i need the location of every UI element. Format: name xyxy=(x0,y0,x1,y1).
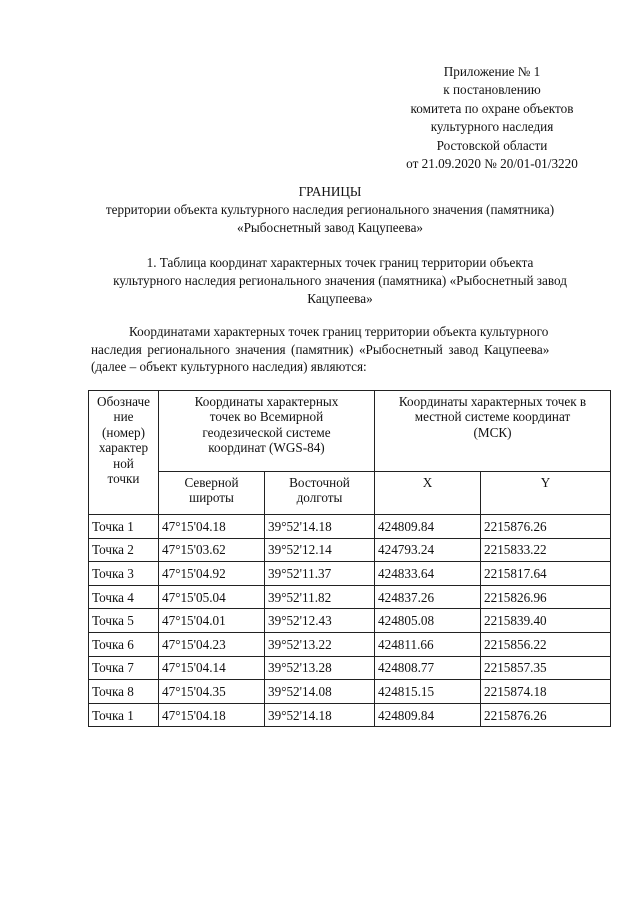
intro-line: Координатами характерных точек границ территории объекта культурного xyxy=(129,324,549,339)
y-cell: 2215874.18 xyxy=(481,680,611,704)
east-cell: 39°52'13.22 xyxy=(265,632,375,656)
table-row xyxy=(89,585,611,609)
title-line: «Рыбоснетный завод Кацупеева» xyxy=(236,220,424,236)
appendix-line: Ростовской области xyxy=(436,137,548,153)
appendix-block xyxy=(372,63,612,173)
y-cell: 2215817.64 xyxy=(481,562,611,586)
north-cell: 47°15'04.18 xyxy=(159,703,265,727)
section-line: Кацупеева» xyxy=(307,291,373,307)
x-header: X xyxy=(375,472,481,515)
table-row xyxy=(89,609,611,633)
point-cell: Точка 7 xyxy=(89,656,159,680)
intro-line: (далее – объект культурного наследия) являются: xyxy=(91,359,367,375)
point-cell: Точка 1 xyxy=(89,515,159,539)
x-cell: 424808.77 xyxy=(375,656,481,680)
coordinates-table xyxy=(88,390,611,727)
point-cell: Точка 3 xyxy=(89,562,159,586)
y-header: Y xyxy=(481,472,611,515)
point-cell: Точка 8 xyxy=(89,680,159,704)
point-cell: Точка 6 xyxy=(89,632,159,656)
intro-paragraph xyxy=(91,323,613,376)
appendix-line: к постановлению xyxy=(443,82,541,98)
point-label-header: Обозначе ние (номер) характер ной точки xyxy=(89,391,159,515)
x-cell: 424809.84 xyxy=(375,703,481,727)
wgs84-header: Координаты характерных точек во Всемирной геодезической системе координат (WGS-84) xyxy=(159,391,375,472)
section-heading xyxy=(60,254,620,309)
east-cell: 39°52'11.37 xyxy=(265,562,375,586)
x-cell: 424815.15 xyxy=(375,680,481,704)
section-line: культурного наследия регионального значения (памятника) «Рыбоснетный завод xyxy=(113,273,567,289)
point-cell: Точка 1 xyxy=(89,703,159,727)
msk-header: Координаты характерных точек в местной системе координат (МСК) xyxy=(375,391,611,472)
north-cell: 47°15'04.35 xyxy=(159,680,265,704)
table-row xyxy=(89,562,611,586)
point-cell: Точка 4 xyxy=(89,585,159,609)
table-header-row xyxy=(89,391,611,472)
table-subheader-row xyxy=(89,472,611,515)
y-cell: 2215876.26 xyxy=(481,515,611,539)
north-cell: 47°15'04.14 xyxy=(159,656,265,680)
north-cell: 47°15'04.23 xyxy=(159,632,265,656)
point-cell: Точка 5 xyxy=(89,609,159,633)
y-cell: 2215876.26 xyxy=(481,703,611,727)
y-cell: 2215826.96 xyxy=(481,585,611,609)
east-cell: 39°52'12.14 xyxy=(265,538,375,562)
x-cell: 424809.84 xyxy=(375,515,481,539)
east-cell: 39°52'11.82 xyxy=(265,585,375,609)
x-cell: 424837.26 xyxy=(375,585,481,609)
title-heading: ГРАНИЦЫ xyxy=(298,184,362,199)
title-line: территории объекта культурного наследия регионального значения (памятника) xyxy=(105,202,555,218)
north-cell: 47°15'04.92 xyxy=(159,562,265,586)
north-cell: 47°15'03.62 xyxy=(159,538,265,562)
section-line: 1. Таблица координат характерных точек границ территории объекта xyxy=(146,255,534,270)
east-cell: 39°52'12.43 xyxy=(265,609,375,633)
east-longitude-header: Восточной долготы xyxy=(265,472,375,515)
table-row xyxy=(89,515,611,539)
appendix-line: Приложение № 1 xyxy=(443,64,541,79)
north-latitude-header: Северной широты xyxy=(159,472,265,515)
north-cell: 47°15'04.18 xyxy=(159,515,265,539)
x-cell: 424833.64 xyxy=(375,562,481,586)
table-row xyxy=(89,656,611,680)
x-cell: 424811.66 xyxy=(375,632,481,656)
east-cell: 39°52'13.28 xyxy=(265,656,375,680)
north-cell: 47°15'04.01 xyxy=(159,609,265,633)
intro-line: наследия регионального значения (памятник) «Рыбоснетный завод Кацупеева» xyxy=(91,341,550,357)
east-cell: 39°52'14.08 xyxy=(265,680,375,704)
y-cell: 2215856.22 xyxy=(481,632,611,656)
y-cell: 2215839.40 xyxy=(481,609,611,633)
north-cell: 47°15'05.04 xyxy=(159,585,265,609)
appendix-line: культурного наследия xyxy=(430,119,554,135)
point-cell: Точка 2 xyxy=(89,538,159,562)
document-title xyxy=(40,183,620,238)
y-cell: 2215857.35 xyxy=(481,656,611,680)
y-cell: 2215833.22 xyxy=(481,538,611,562)
table-row xyxy=(89,680,611,704)
table-row xyxy=(89,703,611,727)
table-row xyxy=(89,632,611,656)
table-row xyxy=(89,538,611,562)
east-cell: 39°52'14.18 xyxy=(265,515,375,539)
x-cell: 424793.24 xyxy=(375,538,481,562)
appendix-line: от 21.09.2020 № 20/01-01/3220 xyxy=(406,156,578,172)
east-cell: 39°52'14.18 xyxy=(265,703,375,727)
x-cell: 424805.08 xyxy=(375,609,481,633)
appendix-line: комитета по охране объектов xyxy=(410,100,574,116)
